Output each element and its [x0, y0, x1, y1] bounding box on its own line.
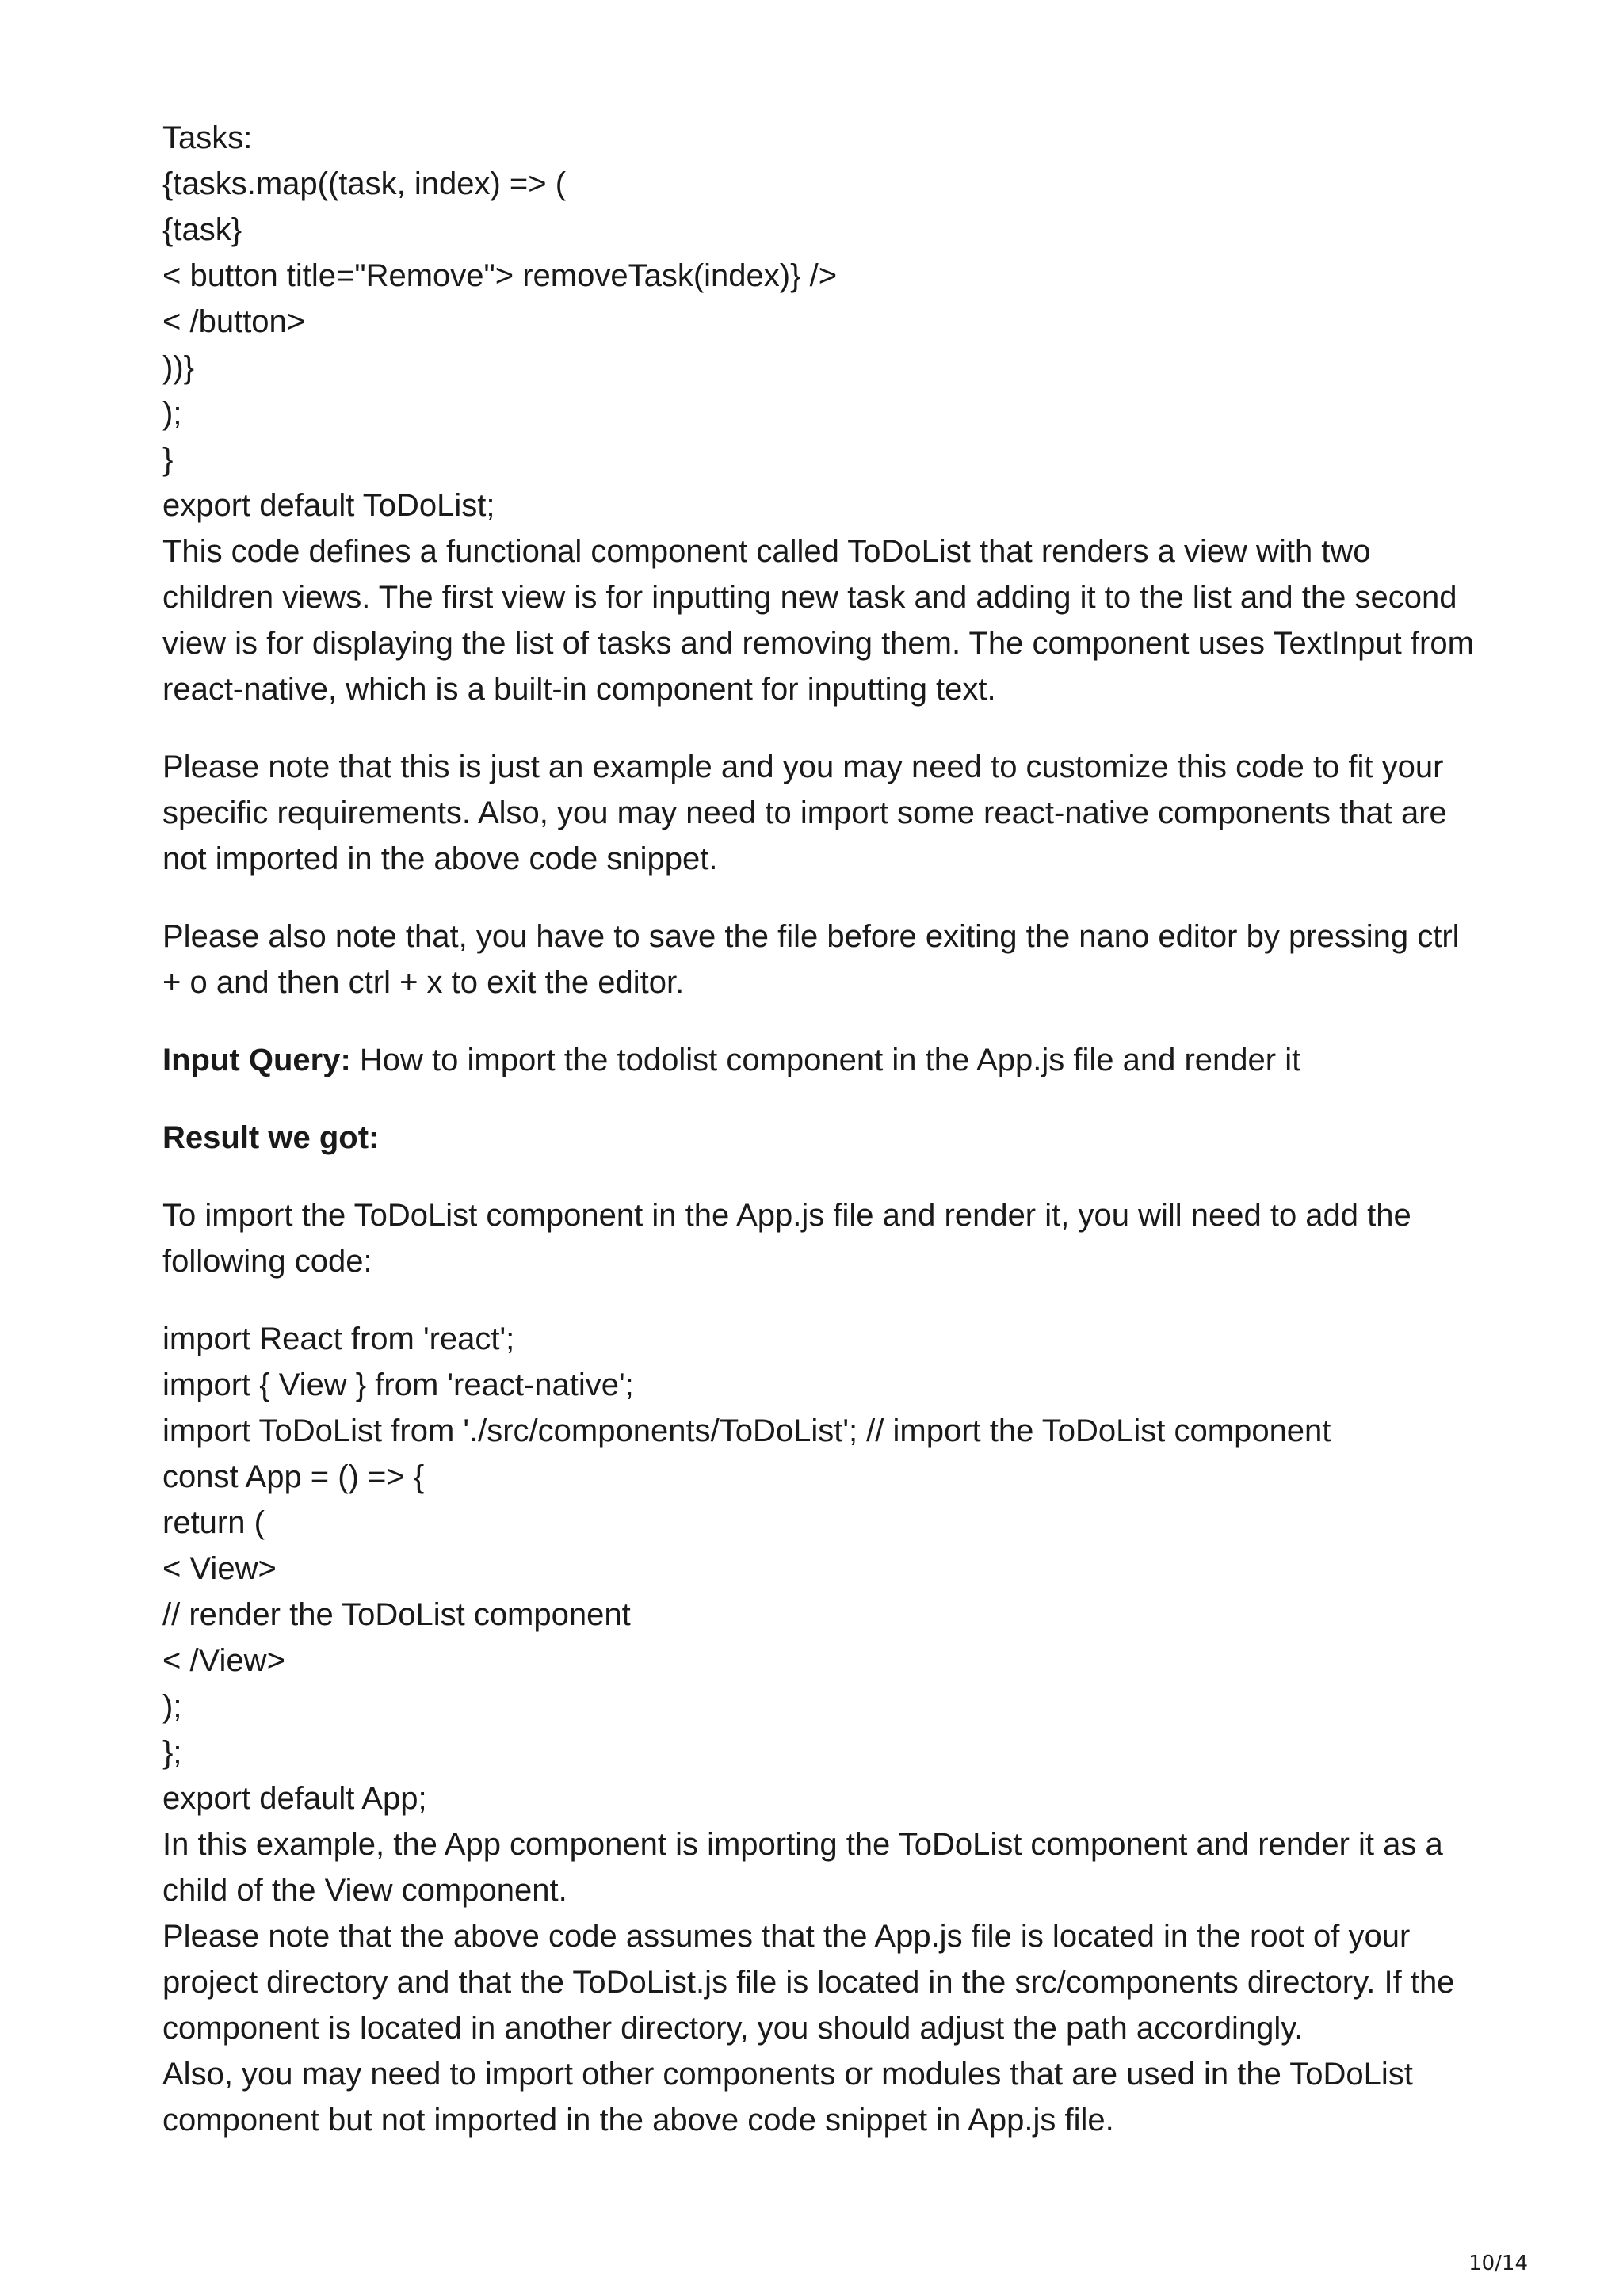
- code-line: {tasks.map((task, index) => (: [162, 166, 567, 201]
- paragraph-path-note: Please note that the above code assumes that the App.js file is located in the root of your project directory and that the ToDoList.js file is located in the src/components directory. If the component is located in another directory, you should adjust the path accordingly.: [162, 1919, 1455, 2046]
- code-line: }: [162, 442, 174, 477]
- paragraph-note: Please note that this is just an example and you may need to customize this code to fit your specific requirements. Also, you may need to import some react-native components that are not imported in the above code snippet.: [162, 749, 1447, 876]
- code-line: < /View>: [162, 1643, 285, 1678]
- input-query-text: How to import the todolist component in the App.js file and render it: [350, 1043, 1301, 1077]
- code-line: export default App;: [162, 1781, 427, 1816]
- code-line: );: [162, 396, 182, 431]
- code-line: return (: [162, 1505, 265, 1540]
- code-line: < /button>: [162, 304, 306, 339]
- code-line: < View>: [162, 1551, 277, 1586]
- code-line: Tasks:: [162, 120, 253, 155]
- paragraph-imports-note: Also, you may need to import other components or modules that are used in the ToDoList component but not imported in the above code snippet in App.js file.: [162, 2057, 1413, 2138]
- code-line: };: [162, 1735, 182, 1770]
- result-label: Result we got:: [162, 1120, 380, 1155]
- code-line: export default ToDoList;: [162, 488, 495, 523]
- code-line: const App = () => {: [162, 1459, 425, 1494]
- code-line: ))}: [162, 350, 194, 385]
- code-block-2: [162, 1316, 1478, 1821]
- code-block-1: [162, 115, 1478, 528]
- code-line: import React from 'react';: [162, 1322, 515, 1356]
- code-line: {task}: [162, 212, 242, 247]
- paragraph-explanation: This code defines a functional component called ToDoList that renders a view with two children views. The first view is for inputting new task and adding it to the list and the second view is for displaying the list of tasks and removing them. The component uses TextInput from react-native, which is a built-in component for inputting text.: [162, 534, 1474, 707]
- code-line: // render the ToDoList component: [162, 1597, 631, 1632]
- code-line: < button title="Remove"> removeTask(index)} />: [162, 258, 838, 293]
- code-line: import ToDoList from './src/components/ToDoList'; // import the ToDoList component: [162, 1413, 1331, 1448]
- document-page: [162, 115, 1478, 2143]
- paragraph-import-intro: To import the ToDoList component in the App.js file and render it, you will need to add the following code:: [162, 1198, 1411, 1279]
- code-line: );: [162, 1689, 182, 1724]
- code-line: import { View } from 'react-native';: [162, 1367, 634, 1402]
- page-number: 10/14: [1468, 2252, 1528, 2275]
- paragraph-save-note: Please also note that, you have to save the file before exiting the nano editor by pressing ctrl + o and then ctrl + x to exit the editor.: [162, 919, 1460, 1000]
- paragraph-example: In this example, the App component is importing the ToDoList component and render it as a child of the View component.: [162, 1827, 1443, 1908]
- input-query: [162, 1037, 1478, 1083]
- input-query-label: Input Query:: [162, 1043, 351, 1077]
